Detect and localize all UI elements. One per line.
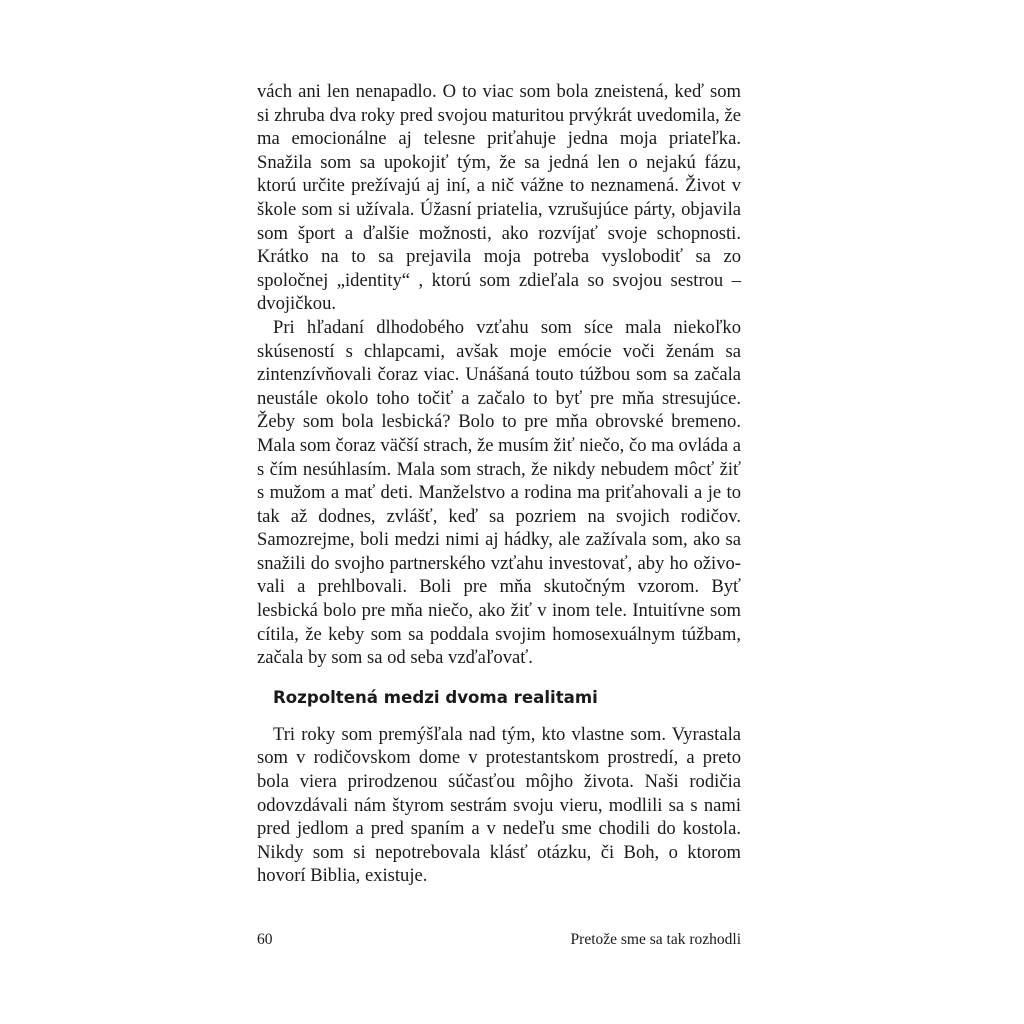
paragraph-continuation: vách ani len nenapadlo. O to viac som bola zneistená, keď som si zhruba dva roky pred svojou maturitou prvýkrát uvedomila, že ma emocionálne aj telesne priťahuje jedna moja priateľka. Snažila som sa upokojiť tým, že sa jedná len o nejakú fázu, ktorú určite prežívajú aj iní, a nič vážne to neznamená. Život v škole som si užívala. Úžasní priatelia, vzrušujúce párty, objavila som šport a ďalšie možnosti, ako rozvíjať svoje schopnosti. Krátko na to sa prejavila moja potreba vyslobodiť sa zo spoločnej „identity“ , ktorú som zdieľala so svojou sestrou – dvojičkou. bbox=[257, 81, 741, 315]
running-title: Pretože sme sa tak rozhodli bbox=[570, 931, 741, 948]
paragraph-relationships: Pri hľadaní dlhodobého vzťahu som síce mala niekoľko skúseností s chlapcami, avšak moje emócie voči ženám sa zintenzívňovali čoraz viac. Unášaná touto túžbou som sa začala neustále okolo toho točiť a začalo to byť pre mňa stresujúce. Žeby som bola lesbická? Bolo to pre mňa obrovské bremeno. Mala som čoraz väčší strach, že musím žiť niečo, čo ma ovláda a s čím nesúhlasím. Mala som strach, že nikdy nebudem môcť žiť s mužom a mať deti. Manželstvo a rodina ma priťahovali a je to tak až dodnes, zvlášť, keď sa pozriem na svojich rodičov. Samozrejme, boli medzi nimi aj hádky, ale zažívala som, ako sa snažili do svojho partnerského vzťahu investovať, aby ho oživovali a prehlbovali. Boli pre mňa skutočným vzorom. Byť lesbická bolo pre mňa niečo, ako žiť v inom tele. Intuitívne som cítila, že keby som sa poddala svojim homosexuálnym túžbam, začala by som sa od seba vzďaľovať. bbox=[257, 316, 741, 669]
section-heading: Rozpoltená medzi dvoma realitami bbox=[273, 687, 598, 707]
page-footer bbox=[257, 930, 741, 950]
paragraph-faith: Tri roky som premýšľala nad tým, kto vlastne som. Vyrastala som v rodičovskom dome v protestantskom prostredí, a preto bola viera prirodzenou súčasťou môjho života. Naši rodičia odovzdávali nám štyrom sestrám svoju vieru, modlili sa s nami pred jedlom a pred spaním a v nedeľu sme chodili do kostola. Nikdy som si nepotrebovala klásť otázku, či Boh, o ktorom hovorí Biblia, existuje. bbox=[257, 723, 741, 887]
book-page-text bbox=[257, 80, 741, 888]
page-number: 60 bbox=[257, 931, 273, 948]
